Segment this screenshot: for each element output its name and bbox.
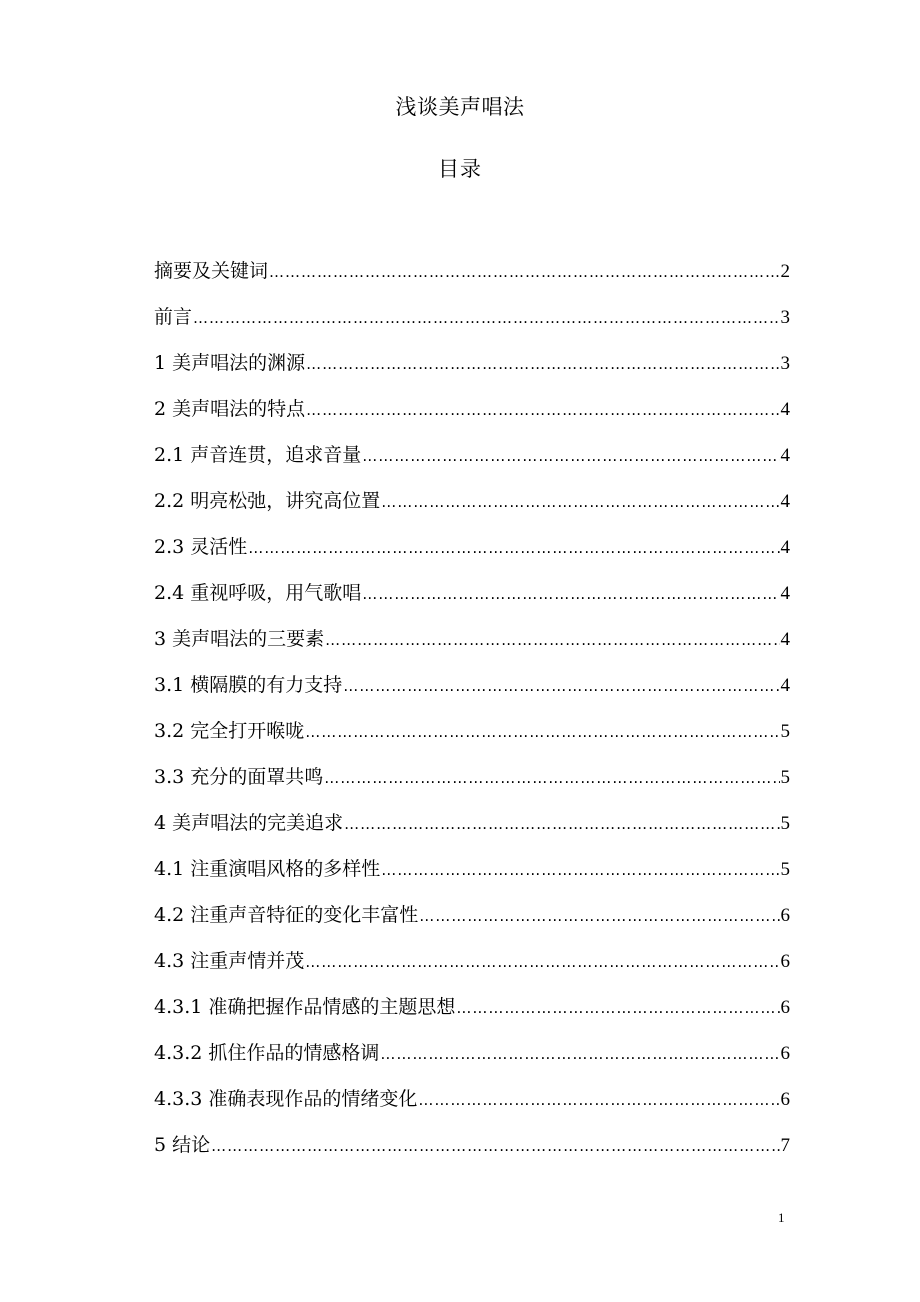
toc-entry[interactable]	[154, 534, 790, 580]
toc-entry-page: 5	[780, 859, 790, 880]
toc-entry-label: 3 美声唱法的三要素	[154, 628, 325, 650]
toc-entry-page: 5	[780, 767, 790, 788]
toc-entry[interactable]	[154, 626, 790, 672]
toc-entry-page: 6	[780, 1089, 790, 1110]
toc-leader-dots	[324, 765, 779, 791]
toc-heading: 目录	[438, 157, 482, 181]
toc-leader-dots	[344, 811, 779, 837]
toc-entry-page: 3	[780, 307, 790, 328]
toc-entry[interactable]	[154, 1132, 790, 1178]
toc-entry[interactable]	[154, 994, 790, 1040]
toc-leader-dots	[343, 673, 779, 699]
toc-entry-label: 2.4 重视呼吸，用气歌唱	[154, 582, 362, 604]
toc-entry[interactable]	[154, 718, 790, 764]
toc-leader-dots	[193, 305, 779, 331]
toc-entry[interactable]	[154, 856, 790, 902]
toc-entry-page: 6	[780, 997, 790, 1018]
toc-entry[interactable]	[154, 810, 790, 856]
toc-entry[interactable]	[154, 902, 790, 948]
toc-entry[interactable]	[154, 764, 790, 810]
toc-entry-label: 4.3 注重声情并茂	[154, 950, 305, 972]
toc-leader-dots	[381, 489, 779, 515]
toc-entry-label: 2.3 灵活性	[154, 536, 248, 558]
toc-entry-page: 6	[780, 951, 790, 972]
toc-leader-dots	[418, 1087, 779, 1113]
toc-leader-dots	[381, 857, 779, 883]
table-of-contents	[154, 258, 790, 1178]
toc-leader-dots	[248, 535, 779, 561]
document-title: 浅谈美声唱法	[395, 95, 525, 119]
toc-entry-label: 5 结论	[154, 1134, 211, 1156]
toc-entry-label: 4 美声唱法的完美追求	[154, 812, 344, 834]
toc-entry-label: 3.1 横隔膜的有力支持	[154, 674, 343, 696]
toc-entry[interactable]	[154, 350, 790, 396]
toc-entry-label: 4.2 注重声音特征的变化丰富性	[154, 904, 419, 926]
toc-entry-page: 6	[780, 1043, 790, 1064]
toc-entry-page: 2	[780, 261, 790, 282]
toc-leader-dots	[305, 949, 779, 975]
toc-entry[interactable]	[154, 258, 790, 304]
toc-entry-label: 摘要及关键词	[154, 260, 269, 282]
toc-leader-dots	[306, 397, 779, 423]
toc-leader-dots	[211, 1133, 779, 1159]
toc-entry-label: 2.2 明亮松弛，讲究高位置	[154, 490, 381, 512]
toc-entry-label: 4.3.1 准确把握作品情感的主题思想	[154, 996, 456, 1018]
toc-entry-page: 4	[780, 399, 790, 420]
toc-entry[interactable]	[154, 580, 790, 626]
toc-leader-dots	[325, 627, 779, 653]
toc-entry-page: 3	[780, 353, 790, 374]
toc-entry-page: 4	[780, 583, 790, 604]
toc-entry-page: 4	[780, 537, 790, 558]
toc-entry-page: 7	[780, 1135, 790, 1156]
toc-entry-label: 4.1 注重演唱风格的多样性	[154, 858, 381, 880]
toc-entry[interactable]	[154, 672, 790, 718]
toc-entry-page: 4	[780, 675, 790, 696]
toc-entry-label: 2.1 声音连贯，追求音量	[154, 444, 362, 466]
toc-leader-dots	[456, 995, 779, 1021]
toc-leader-dots	[419, 903, 779, 929]
toc-entry-page: 6	[780, 905, 790, 926]
toc-entry[interactable]	[154, 304, 790, 350]
toc-entry-label: 2 美声唱法的特点	[154, 398, 306, 420]
page-number: 1	[778, 1210, 785, 1225]
toc-leader-dots	[362, 581, 779, 607]
toc-leader-dots	[305, 719, 779, 745]
toc-leader-dots	[269, 259, 779, 285]
toc-entry[interactable]	[154, 1086, 790, 1132]
toc-entry[interactable]	[154, 1040, 790, 1086]
toc-entry-page: 5	[780, 813, 790, 834]
toc-entry[interactable]	[154, 396, 790, 442]
toc-entry-label: 4.3.2 抓住作品的情感格调	[154, 1042, 380, 1064]
toc-entry[interactable]	[154, 488, 790, 534]
toc-entry-label: 1 美声唱法的渊源	[154, 352, 306, 374]
toc-entry-page: 4	[780, 491, 790, 512]
toc-leader-dots	[306, 351, 779, 377]
toc-leader-dots	[362, 443, 779, 469]
toc-entry-page: 4	[780, 445, 790, 466]
toc-entry-label: 3.3 充分的面罩共鸣	[154, 766, 324, 788]
toc-entry-page: 4	[780, 629, 790, 650]
toc-entry-label: 4.3.3 准确表现作品的情绪变化	[154, 1088, 418, 1110]
toc-entry-label: 3.2 完全打开喉咙	[154, 720, 305, 742]
toc-entry-page: 5	[780, 721, 790, 742]
toc-leader-dots	[380, 1041, 779, 1067]
toc-entry-label: 前言	[154, 306, 193, 328]
toc-entry[interactable]	[154, 948, 790, 994]
toc-entry[interactable]	[154, 442, 790, 488]
